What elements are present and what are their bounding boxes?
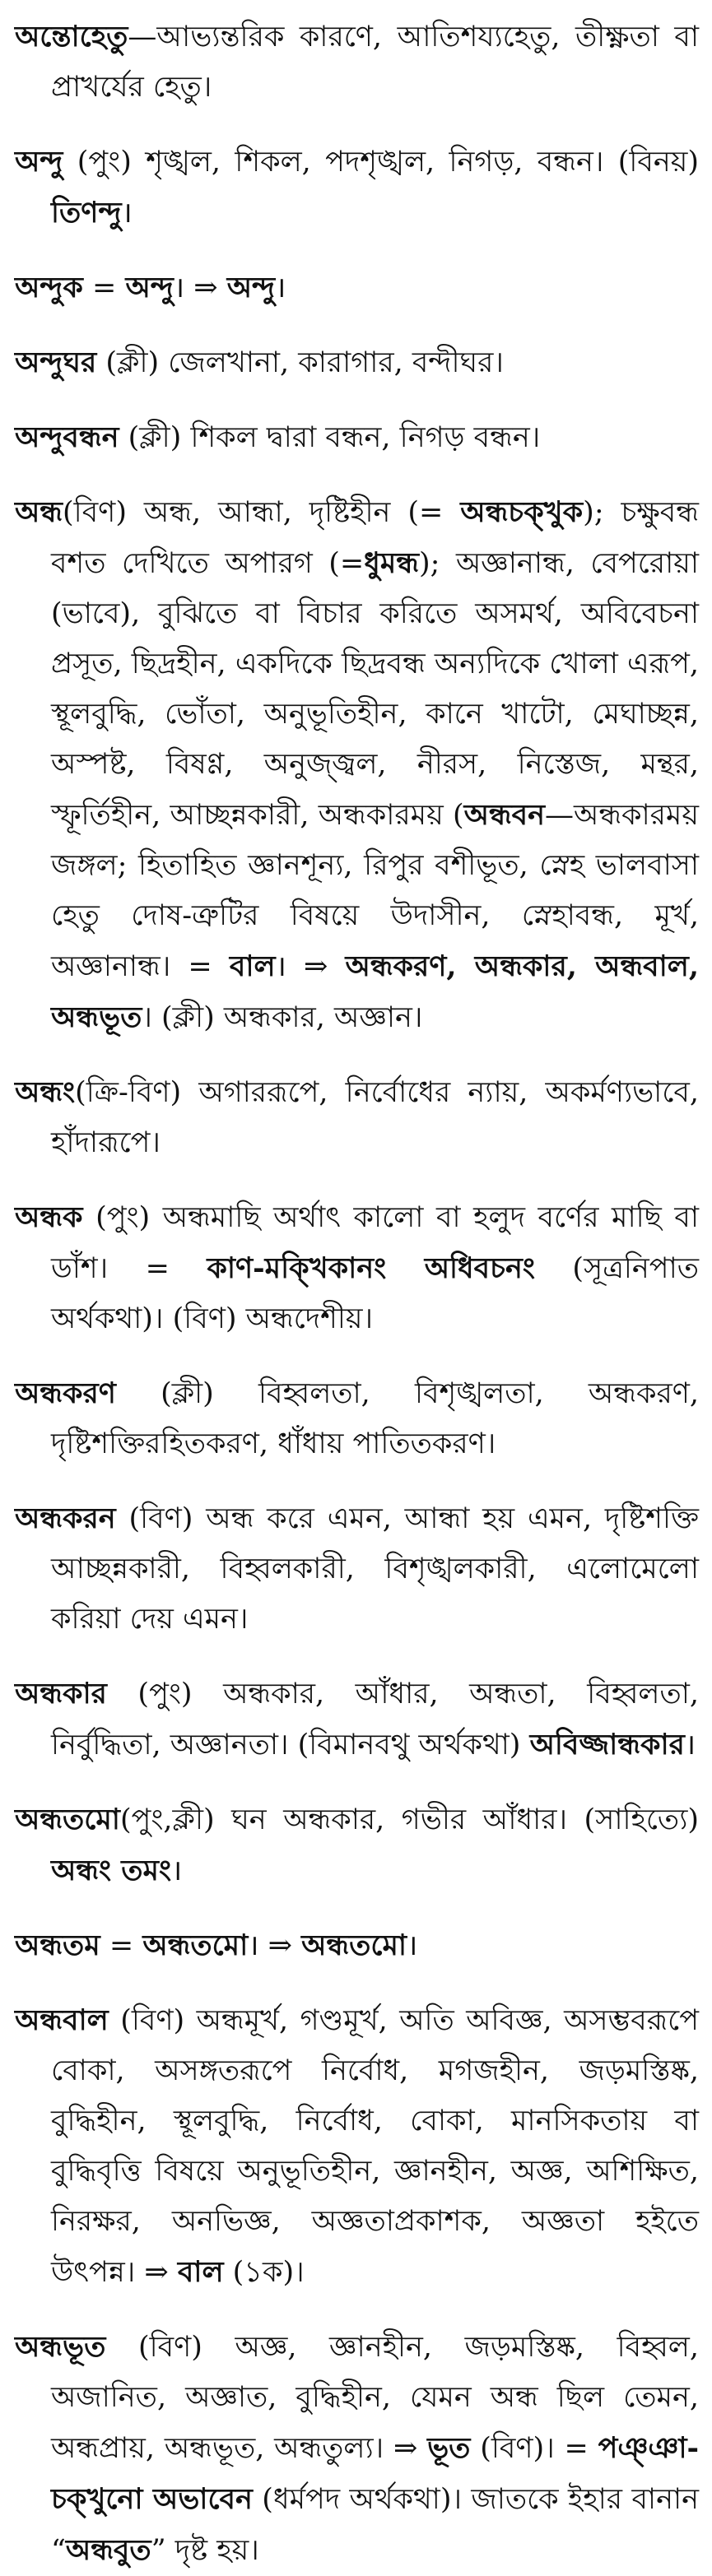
entry-headword: অন্ধক <box>15 1200 83 1234</box>
entry-reference-term: অন্ধবুত <box>65 2533 151 2567</box>
entry-headword: অন্ধবাল <box>15 2003 109 2037</box>
entry-reference-term: কাণ-মক্খিকানং অধিবচনং <box>207 1251 535 1285</box>
entry-definition-text: (পুং) অন্ধকার, আঁধার, অন্ধতা, বিহ্বলতা, নির্বুদ্ধিতা, অজ্ঞানতা। (বিমানবথু অর্থকথা) <box>51 1678 699 1761</box>
entry-definition-text: । <box>407 1929 418 1962</box>
entry-definition-text: (ক্লী) জেলখানা, কারাগার, বন্দীঘর। <box>96 346 504 379</box>
entry-reference-term: পঞ্ঞা-চক্খুনো অভাবেন <box>51 2431 699 2516</box>
entry-reference-term: অন্ধবন <box>463 798 546 832</box>
entry-reference-term: ধুমন্ধ <box>364 546 420 580</box>
entry-definition-text: —আভ্যন্তরিক কারণে, আতিশয্যহেতু, তীক্ষ্ণতা বা প্রাখর্যের হেতু। <box>51 21 699 104</box>
dictionary-entry-anduka <box>15 262 699 313</box>
entry-definition-text: (ধর্মপদ অর্থকথা)। জাতকে ইহার বানান “ <box>51 2483 700 2567</box>
entry-headword: অন্ধভূত <box>15 2330 106 2364</box>
entry-reference-term: অন্ধং তমং <box>51 1854 172 1887</box>
entry-reference-term: অন্ধচক্খুক <box>460 495 584 529</box>
entry-reference-term: তিণন্দু <box>51 196 122 230</box>
entry-headword: অন্ধকরণ <box>15 1376 116 1410</box>
dictionary-entry-andubandhana <box>15 412 699 463</box>
entry-reference-term: বাল <box>177 2255 224 2289</box>
entry-definition-text: (সূত্রনিপাত অর্থকথা)। (বিণ) অন্ধদেশীয়। <box>51 1252 699 1335</box>
entry-headword: অন্ধতমো <box>15 1803 120 1836</box>
entry-headword: অন্দুক <box>15 271 83 304</box>
dictionary-entry-andhang <box>15 1067 699 1168</box>
dictionary-entry-andhakara <box>15 1669 699 1771</box>
entry-definition-text: । <box>171 1854 183 1887</box>
dictionary-entry-andughara <box>15 337 699 388</box>
entry-definition-text: (বিণ)। = <box>470 2432 598 2465</box>
entry-definition-text: (ক্রি-বিণ) অগাররূপে, নির্বোধের ন্যায়, অকর্মণ্যভাবে, হাঁদারূপে। <box>51 1076 699 1159</box>
entry-reference-term: অন্দু <box>125 271 174 304</box>
entry-definition-text: ); চক্ষুবন্ধ বশত দেখিতে অপারগ (= <box>51 496 699 580</box>
entry-definition-text: (ক্লী) শিকল দ্বারা বন্ধন, নিগড় বন্ধন। <box>119 421 541 454</box>
dictionary-entry-andu <box>15 137 699 239</box>
entry-definition-text: (বিণ) অন্ধ, আন্ধা, দৃষ্টিহীন (= <box>63 496 461 529</box>
dictionary-entry-andhabala <box>15 1995 699 2298</box>
entry-definition-text: । ⇒ <box>275 950 346 983</box>
entry-reference-term: ভূত <box>427 2431 471 2465</box>
dictionary-entry-andha <box>15 487 699 1043</box>
entry-definition-text: (ক্লী) বিহ্বলতা, বিশৃঙ্খলতা, অন্ধকরণ, দৃষ্টিশক্তিরহিতকরণ, ধাঁধায় পাতিতকরণ। <box>51 1377 699 1460</box>
dictionary-entry-andhakarana2 <box>15 1493 699 1645</box>
entry-headword: অন্ধকরন <box>15 1502 116 1535</box>
entry-headword: অন্দুঘর <box>15 346 97 379</box>
entry-definition-text: (বিণ) অন্ধ করে এমন, আন্ধা হয় এমন, দৃষ্টিশক্তি আচ্ছন্নকারী, বিহ্বলকারী, বিশৃঙ্খলকারী, এলোমেলো করিয়া দেয় এমন। <box>51 1502 699 1636</box>
entry-headword: অন্দু <box>15 145 63 179</box>
entry-definition-text: (পুং,ক্লী) ঘন অন্ধকার, গভীর আঁধার। (সাহিত্যে) <box>119 1803 699 1836</box>
entry-reference-term: অবিজ্জান্ধকার <box>529 1728 685 1761</box>
entry-definition-text: ); অজ্ঞানান্ধ, বেপরোয়া (ভাবে), বুঝিতে বা বিচার করিতে অসমর্থ, অবিবেচনা প্রসূত, ছিদ্রহীন, একদিকে ছিদ্রবন্ধ অন্যদিকে খোলা এরূপ, স্থূলবুদ্ধি, ভোঁতা, অনুভূতিহীন, কানে খাটো, মেঘাচ্ছন্ন, অস্পষ্ট, বিষণ্ণ, অনুজ্জ্বল, নীরস, নিস্তেজ, মন্থর, স্ফূর্তিহীন, আচ্ছন্নকারী, অন্ধকারময় ( <box>51 547 699 832</box>
entry-headword: অন্ধং <box>15 1075 76 1109</box>
entry-definition-text: (১ক)। <box>223 2256 305 2289</box>
dictionary-entry-antohetu <box>15 12 699 113</box>
entry-definition-text: । (ক্লী) অন্ধকার, অজ্ঞান। <box>142 1001 423 1034</box>
entry-reference-term: অন্ধতমো <box>301 1929 407 1962</box>
entry-definition-text: —অন্ধকারময় জঙ্গল; হিতাহিত জ্ঞানশূন্য, রিপুর বশীভূত, স্নেহ ভালবাসা হেতু দোষ-ত্রুটির বিষয়ে উদাসীন, স্নেহাবন্ধ, মূর্খ, অজ্ঞানান্ধ। = <box>51 799 699 983</box>
dictionary-entry-andhatamo <box>15 1794 699 1896</box>
entry-definition-text: । ⇒ <box>248 1929 302 1962</box>
entry-definition-text: । <box>275 272 286 304</box>
entry-reference-term: অন্দু <box>226 271 276 304</box>
entry-definition-text: । <box>684 1729 696 1761</box>
entry-definition-text: ” দৃষ্ট হয়। <box>151 2534 259 2567</box>
entry-definition-text: = <box>100 1929 143 1962</box>
entry-headword: অন্দুবন্ধন <box>15 420 119 454</box>
entry-definition-text: । <box>121 197 133 230</box>
dictionary-entry-andhatama <box>15 1920 699 1971</box>
entry-definition-text: (বিণ) অজ্ঞ, জ্ঞানহীন, জড়মস্তিষ্ক, বিহ্বল, অজানিত, অজ্ঞাত, বুদ্ধিহীন, যেমন অন্ধ ছিল তেমন, অন্ধপ্রায়, অন্ধভূত, অন্ধতুল্য। ⇒ <box>51 2331 699 2465</box>
dictionary-entry-andhakarana <box>15 1368 699 1469</box>
dictionary-entry-andhabhuta <box>15 2322 699 2576</box>
entry-reference-term: বাল <box>229 949 276 983</box>
entry-definition-text: (বিণ) অন্ধমূর্খ, গণ্ডমূর্খ, অতি অবিজ্ঞ, অসম্ভবরূপে বোকা, অসঙ্গতরূপে নির্বোধ, মগজহীন, জড়মস্তিষ্ক, বুদ্ধিহীন, স্থূলবুদ্ধি, নির্বোধ, বোকা, মানসিকতায় বা বুদ্ধিবৃত্তি বিষয়ে অনুভূতিহীন, জ্ঞানহীন, অজ্ঞ, অশিক্ষিত, নিরক্ষর, অনভিজ্ঞ, অজ্ঞতাপ্রকাশক, অজ্ঞতা হইতে উৎপন্ন। ⇒ <box>51 2004 699 2289</box>
entry-headword: অন্ধ <box>15 495 63 529</box>
entry-definition-text: । ⇒ <box>173 272 227 304</box>
entry-headword: অন্ধকার <box>15 1677 107 1710</box>
entry-definition-text: (পুং) অন্ধমাছি অর্থাৎ কালো বা হলুদ বর্ণের মাছি বা ডাঁশ। = <box>51 1201 699 1285</box>
entry-definition-text: = <box>82 272 126 304</box>
dictionary-entry-andhaka <box>15 1192 699 1344</box>
entry-reference-term: অন্ধতমো <box>142 1929 249 1962</box>
entry-definition-text: (পুং) শৃঙ্খল, শিকল, পদশৃঙ্খল, নিগড়, বন্ধন। (বিনয়) <box>63 146 699 179</box>
entry-reference-term: অন্ধকরণ, অন্ধকার, অন্ধবাল, অন্ধভূত <box>51 949 700 1034</box>
entry-headword: অন্তোহেতু <box>15 20 128 53</box>
entry-headword: অন্ধতম <box>15 1929 100 1962</box>
